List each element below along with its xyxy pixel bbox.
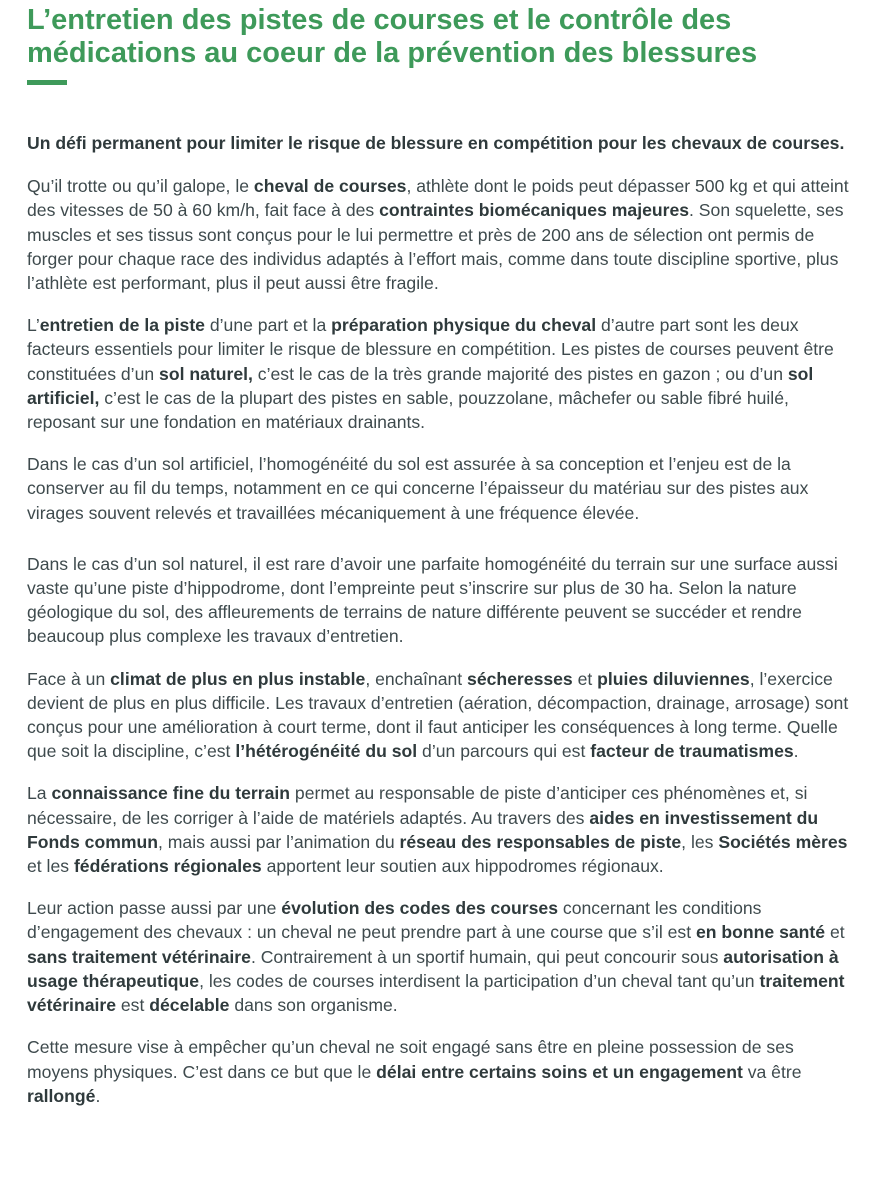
body-text: . bbox=[95, 1085, 101, 1106]
emphasis-text: sol artificiel, bbox=[27, 363, 814, 408]
body-text: dans son organisme. bbox=[229, 995, 398, 1016]
emphasis-text: facteur de traumatismes bbox=[590, 741, 794, 762]
emphasis-text: sans traitement vétérinaire bbox=[27, 946, 251, 967]
body-text: Dans le cas d’un sol artificiel, l’homogénéité du sol est assurée à sa conception et l’enjeu est de la conserver au fil du temps, notamment en ce qui concerne l’épaisseur du matériau sur des pistes aux virages souvent relevés et travaillées mécaniquement à une fréquence élevée. bbox=[27, 454, 809, 523]
emphasis-text: en bonne santé bbox=[696, 922, 826, 943]
article-paragraph bbox=[27, 781, 857, 878]
emphasis-text: décelable bbox=[149, 995, 230, 1016]
body-text: L’ bbox=[27, 315, 40, 336]
body-text: . Son squelette, ses muscles et ses tissus sont conçus pour le lui permettre et près de 200 ans de sélection ont permis de forger pour chaque race des individus adaptés à l’effort mais, comme dans toute discipline sportive, plus l’athlète est performant, plus il peut aussi être fragile. bbox=[27, 200, 844, 294]
body-text: c’est le cas de la très grande majorité des pistes en gazon ; ou d’un bbox=[252, 363, 788, 384]
body-text: Leur action passe aussi par une bbox=[27, 898, 282, 919]
body-text: est bbox=[116, 995, 150, 1016]
emphasis-text: évolution des codes des courses bbox=[281, 898, 559, 919]
page-title bbox=[27, 4, 867, 70]
body-text: Cette mesure vise à empêcher qu’un cheval ne soit engagé sans être en pleine possession de ses moyens physiques. C’est dans ce but que le bbox=[27, 1037, 794, 1082]
emphasis-text: réseau des responsables de piste bbox=[399, 831, 682, 852]
emphasis-text: Sociétés mères bbox=[718, 831, 848, 852]
body-text: . Contrairement à un sportif humain, qui peut concourir sous bbox=[250, 946, 724, 967]
emphasis-text: sol naturel, bbox=[159, 363, 253, 384]
emphasis-text: rallongé bbox=[27, 1085, 96, 1106]
body-text: permet au responsable de piste d’anticiper ces phénomènes et, si nécessaire, de les corriger à l’aide de matériels adaptés. Au travers des bbox=[27, 783, 808, 828]
emphasis-text: l’hétérogénéité du sol bbox=[235, 741, 418, 762]
body-text: apportent leur soutien aux hippodromes régionaux. bbox=[261, 856, 664, 877]
article-lead: Un défi permanent pour limiter le risque de blessure en compétition pour les chevaux de courses. bbox=[27, 133, 845, 153]
emphasis-text: contraintes biomécaniques majeures bbox=[379, 200, 690, 221]
body-text: Qu’il trotte ou qu’il galope, le bbox=[27, 176, 254, 197]
emphasis-text: autorisation à usage thérapeutique bbox=[27, 946, 839, 991]
title-underline-accent bbox=[27, 80, 67, 85]
emphasis-text: cheval de courses bbox=[253, 176, 407, 197]
body-text: La bbox=[27, 783, 52, 804]
body-text: c’est le cas de la plupart des pistes en sable, pouzzolane, mâchefer ou sable fibré huilé, reposant sur une fondation en matériaux drainants. bbox=[27, 387, 789, 433]
body-text: , mais aussi par l’animation du bbox=[157, 831, 400, 852]
body-text: Dans le cas d’un sol naturel, il est rare d’avoir une parfaite homogénéité du terrain sur une surface aussi vaste qu’une piste d’hippodrome, dont l’empreinte peut s’inscrire sur plus de 30 ha. Selon la nature géologique du sol, des affleurements de terrains de nature différente peuvent se succéder et rendre beaucoup plus complexe les travaux d’entretien. bbox=[27, 553, 838, 647]
body-text: , les bbox=[681, 831, 719, 852]
body-text: va être bbox=[742, 1061, 802, 1082]
body-text: , enchaînant bbox=[365, 668, 468, 689]
emphasis-text: entretien de la piste bbox=[39, 315, 205, 336]
emphasis-text: aides en investissement du Fonds commun bbox=[27, 807, 819, 852]
article-paragraph bbox=[27, 1035, 857, 1108]
article-body bbox=[27, 131, 857, 1126]
body-text: , l’exercice devient de plus en plus difficile. Les travaux d’entretien (aération, décompaction, drainage, arrosage) sont conçus pour une amélioration à court terme, dont il faut anticiper les conséquences à long terme. Quelle que soit la discipline, c’est bbox=[27, 668, 849, 762]
body-text: d’une part et la bbox=[204, 315, 332, 336]
body-text: et bbox=[825, 922, 845, 943]
article-paragraph bbox=[27, 174, 857, 295]
emphasis-text: délai entre certains soins et un engagement bbox=[376, 1061, 743, 1082]
emphasis-text: sécheresses bbox=[467, 668, 573, 689]
body-text: Face à un bbox=[27, 668, 111, 689]
emphasis-text: climat de plus en plus instable bbox=[110, 668, 366, 689]
body-text: concernant les conditions d’engagement des chevaux : un cheval ne peut prendre part à une course que s’il est bbox=[27, 898, 762, 943]
body-text: , les codes de courses interdisent la participation d’un cheval tant qu’un bbox=[199, 970, 760, 991]
emphasis-text: traitement vétérinaire bbox=[27, 970, 845, 1016]
emphasis-text: connaissance fine du terrain bbox=[51, 783, 291, 804]
emphasis-text: pluies diluviennes bbox=[597, 668, 750, 689]
body-text: d’un parcours qui est bbox=[417, 741, 591, 762]
page-title-line-1: L’entretien des pistes de courses et le contrôle des bbox=[27, 4, 732, 36]
body-text: d’autre part sont les deux facteurs essentiels pour limiter le risque de blessure en compétition. Les pistes de courses peuvent être constituées d’un bbox=[27, 315, 834, 384]
body-text: et les bbox=[27, 856, 74, 877]
article-paragraph bbox=[27, 452, 857, 525]
article-paragraph bbox=[27, 667, 857, 764]
body-text: et bbox=[572, 668, 598, 689]
emphasis-text: préparation physique du cheval bbox=[331, 315, 597, 336]
emphasis-text: fédérations régionales bbox=[73, 856, 262, 877]
article-paragraph bbox=[27, 552, 857, 649]
page-title-line-2: médications au coeur de la prévention des blessures bbox=[27, 37, 758, 69]
body-text: , athlète dont le poids peut dépasser 500 kg et qui atteint des vitesses de 50 à 60 km/h, fait face à des bbox=[27, 176, 849, 221]
article-paragraph bbox=[27, 313, 857, 434]
body-text: . bbox=[793, 741, 799, 762]
article-paragraph bbox=[27, 896, 857, 1017]
